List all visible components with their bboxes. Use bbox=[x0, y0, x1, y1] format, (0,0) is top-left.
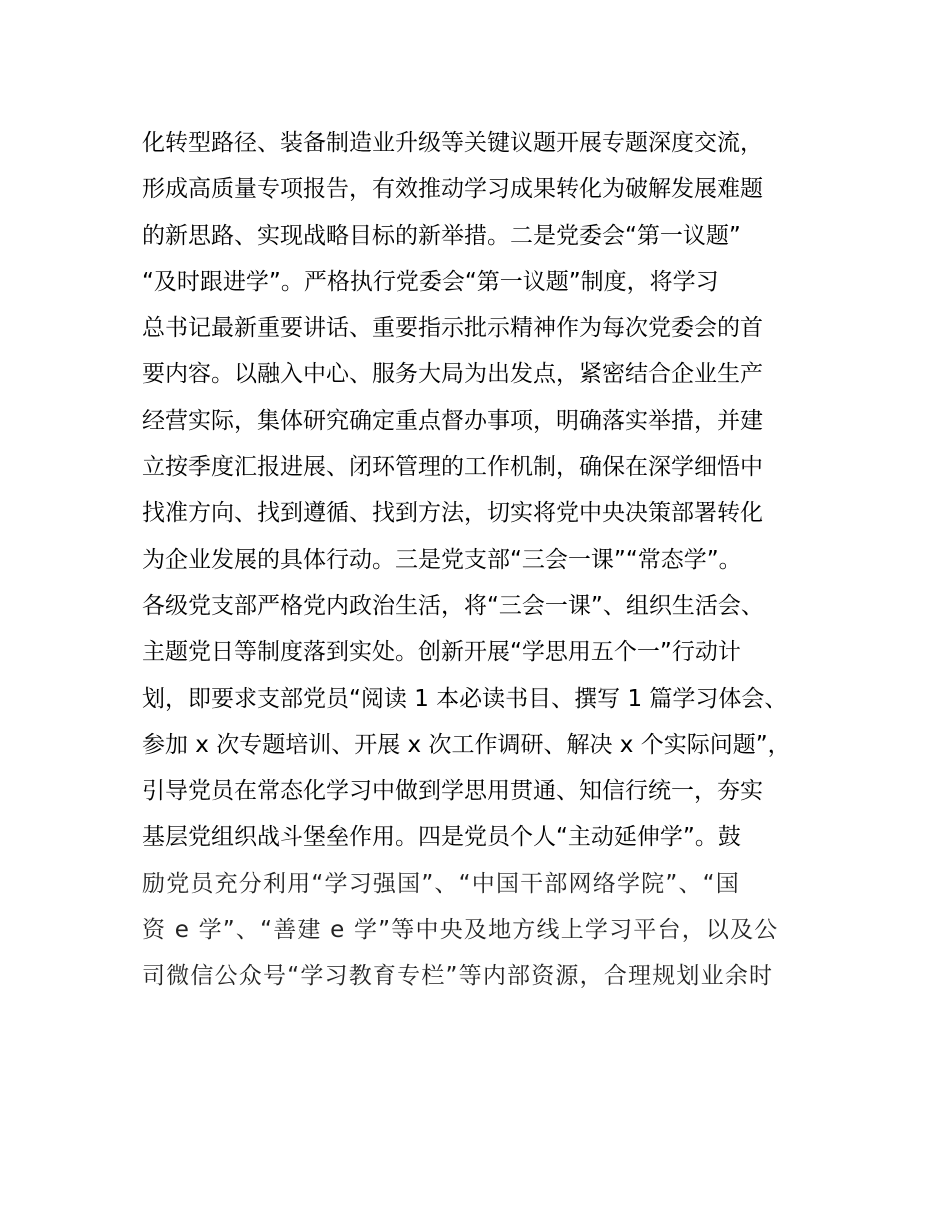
text-line: 的新思路、实现战略目标的新举措。二是党委会“第一议题” bbox=[142, 222, 741, 249]
text-line: 立按季度汇报进展、闭环管理的工作机制，确保在深学细悟中 bbox=[142, 454, 763, 481]
text-line: 主题党日等制度落到实处。创新开展“学思用五个一”行动计 bbox=[142, 639, 741, 666]
body-paragraph bbox=[142, 120, 842, 1000]
text-line: 参加 x 次专题培训、开展 x 次工作调研、解决 x 个实际问题”， bbox=[142, 731, 791, 758]
text-line: 划，即要求支部党员“阅读 1 本必读书目、撰写 1 篇学习体会、 bbox=[142, 685, 788, 712]
text-line: 司微信公众号“学习教育专栏”等内部资源，合理规划业余时 bbox=[142, 963, 774, 990]
text-line: 引导党员在常态化学习中做到学思用贯通、知信行统一，夯实 bbox=[142, 778, 763, 805]
text-line: 化转型路径、装备制造业升级等关键议题开展专题深度交流， bbox=[142, 130, 763, 156]
text-line: 总书记最新重要讲话、重要指示批示精神作为每次党委会的首 bbox=[142, 315, 763, 342]
text-line: 经营实际，集体研究确定重点督办事项，明确落实举措，并建 bbox=[142, 407, 763, 434]
text-line: 基层党组织战斗堡垒作用。四是党员个人“主动延伸学”。鼓 bbox=[142, 824, 741, 851]
text-line: 各级党支部严格党内政治生活，将“三会一课”、组织生活会、 bbox=[142, 592, 764, 619]
text-line: 资 e 学”、“善建 e 学”等中央及地方线上学习平台，以及公 bbox=[142, 917, 779, 944]
text-line: 要内容。以融入中心、服务大局为出发点，紧密结合企业生产 bbox=[142, 361, 763, 388]
text-line: 励党员充分利用“学习强国”、“中国干部网络学院”、“国 bbox=[142, 870, 740, 897]
text-line: 为企业发展的具体行动。三是党支部“三会一课”“常态学”。 bbox=[142, 546, 742, 573]
text-line: 找准方向、找到遵循、找到方法，切实将党中央决策部署转化 bbox=[142, 500, 763, 527]
text-line: “及时跟进学”。严格执行党委会“第一议题”制度，将学习 bbox=[142, 268, 719, 295]
text-line: 形成高质量专项报告，有效推动学习成果转化为破解发展难题 bbox=[142, 176, 763, 203]
